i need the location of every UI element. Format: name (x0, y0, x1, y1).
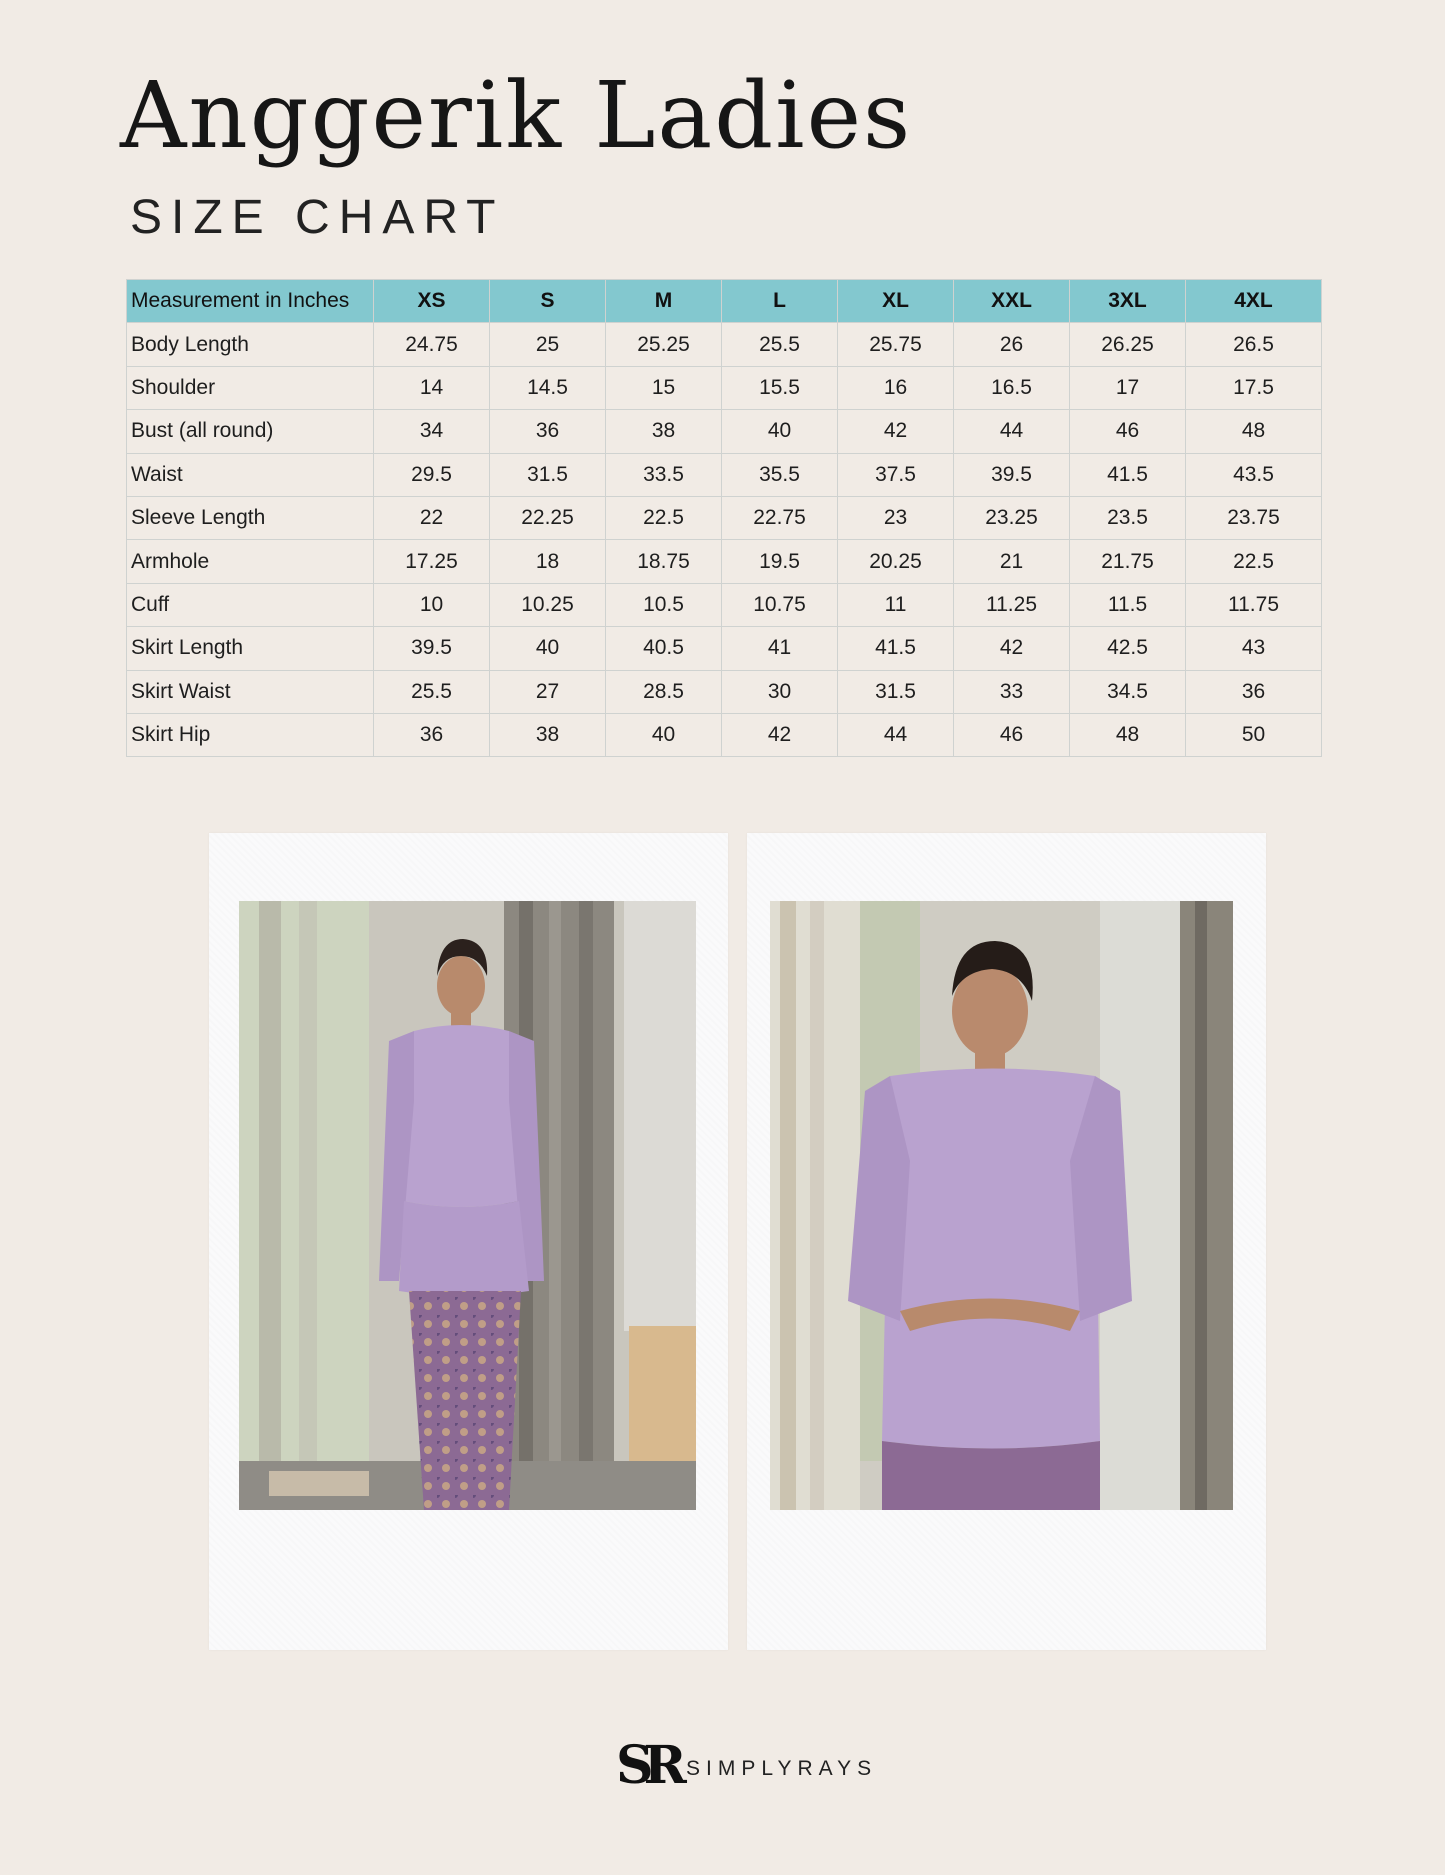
measurement-value: 22 (374, 496, 490, 539)
measurement-value: 46 (1070, 410, 1186, 453)
header-size: L (722, 280, 838, 323)
measurement-label: Waist (127, 453, 374, 496)
measurement-label: Skirt Waist (127, 670, 374, 713)
measurement-value: 36 (1186, 670, 1322, 713)
measurement-label: Armhole (127, 540, 374, 583)
measurement-value: 19.5 (722, 540, 838, 583)
table-row (127, 366, 1322, 409)
measurement-value: 26.25 (1070, 323, 1186, 366)
measurement-value: 27 (490, 670, 606, 713)
photo-frame-right (747, 833, 1266, 1650)
measurement-value: 16.5 (954, 366, 1070, 409)
measurement-label: Skirt Hip (127, 713, 374, 756)
measurement-value: 23.75 (1186, 496, 1322, 539)
model-photo-full-length (239, 901, 696, 1510)
model-photo-three-quarter (770, 901, 1233, 1510)
measurement-value: 11.5 (1070, 583, 1186, 626)
measurement-value: 22.75 (722, 496, 838, 539)
measurement-value: 15 (606, 366, 722, 409)
measurement-value: 42.5 (1070, 627, 1186, 670)
measurement-value: 10.25 (490, 583, 606, 626)
size-chart-table (126, 279, 1322, 757)
brand-name: SIMPLYRAYS (686, 1757, 878, 1780)
measurement-value: 39.5 (374, 627, 490, 670)
table-row (127, 713, 1322, 756)
measurement-value: 10.75 (722, 583, 838, 626)
measurement-value: 31.5 (838, 670, 954, 713)
table-row (127, 496, 1322, 539)
measurement-value: 21.75 (1070, 540, 1186, 583)
measurement-value: 23.25 (954, 496, 1070, 539)
photo-frame-left (209, 833, 728, 1650)
measurement-value: 34.5 (1070, 670, 1186, 713)
table-header-row (127, 280, 1322, 323)
logo-mark: SR (616, 1735, 677, 1796)
header-size: 4XL (1186, 280, 1322, 323)
measurement-value: 41.5 (1070, 453, 1186, 496)
measurement-value: 26.5 (1186, 323, 1322, 366)
header-size: M (606, 280, 722, 323)
measurement-value: 43.5 (1186, 453, 1322, 496)
measurement-value: 43 (1186, 627, 1322, 670)
measurement-value: 40 (490, 627, 606, 670)
header-size: 3XL (1070, 280, 1186, 323)
table-row (127, 540, 1322, 583)
measurement-value: 22.25 (490, 496, 606, 539)
measurement-value: 44 (838, 713, 954, 756)
measurement-value: 40 (722, 410, 838, 453)
measurement-value: 39.5 (954, 453, 1070, 496)
measurement-value: 21 (954, 540, 1070, 583)
measurement-value: 38 (490, 713, 606, 756)
measurement-value: 31.5 (490, 453, 606, 496)
header-size: XS (374, 280, 490, 323)
measurement-value: 25.5 (374, 670, 490, 713)
measurement-value: 42 (954, 627, 1070, 670)
measurement-value: 30 (722, 670, 838, 713)
measurement-value: 28.5 (606, 670, 722, 713)
measurement-value: 18.75 (606, 540, 722, 583)
measurement-label: Bust (all round) (127, 410, 374, 453)
page-subtitle: SIZE CHART (130, 191, 505, 244)
header-measurement-label: Measurement in Inches (127, 280, 374, 323)
measurement-value: 48 (1070, 713, 1186, 756)
measurement-value: 26 (954, 323, 1070, 366)
header-size: XXL (954, 280, 1070, 323)
size-table-body (127, 323, 1322, 757)
measurement-value: 40.5 (606, 627, 722, 670)
measurement-value: 15.5 (722, 366, 838, 409)
measurement-value: 22.5 (606, 496, 722, 539)
table-row (127, 410, 1322, 453)
measurement-value: 18 (490, 540, 606, 583)
table-row (127, 323, 1322, 366)
measurement-value: 33.5 (606, 453, 722, 496)
measurement-value: 41.5 (838, 627, 954, 670)
measurement-label: Body Length (127, 323, 374, 366)
model-photo-right-image (770, 901, 1233, 1510)
measurement-value: 42 (838, 410, 954, 453)
measurement-value: 10.5 (606, 583, 722, 626)
measurement-value: 25.25 (606, 323, 722, 366)
measurement-value: 44 (954, 410, 1070, 453)
measurement-value: 23 (838, 496, 954, 539)
measurement-value: 24.75 (374, 323, 490, 366)
measurement-value: 14.5 (490, 366, 606, 409)
measurement-value: 36 (490, 410, 606, 453)
measurement-value: 25.5 (722, 323, 838, 366)
measurement-value: 11.25 (954, 583, 1070, 626)
measurement-label: Cuff (127, 583, 374, 626)
measurement-value: 41 (722, 627, 838, 670)
model-photo-left-image (239, 901, 696, 1510)
measurement-value: 17.25 (374, 540, 490, 583)
table-row (127, 670, 1322, 713)
measurement-value: 11.75 (1186, 583, 1322, 626)
measurement-value: 38 (606, 410, 722, 453)
measurement-value: 36 (374, 713, 490, 756)
table-row (127, 583, 1322, 626)
measurement-value: 10 (374, 583, 490, 626)
brand-logo (616, 1735, 878, 1802)
measurement-label: Shoulder (127, 366, 374, 409)
measurement-value: 34 (374, 410, 490, 453)
measurement-value: 17.5 (1186, 366, 1322, 409)
measurement-value: 23.5 (1070, 496, 1186, 539)
measurement-value: 25 (490, 323, 606, 366)
table-row (127, 627, 1322, 670)
measurement-value: 29.5 (374, 453, 490, 496)
measurement-label: Skirt Length (127, 627, 374, 670)
measurement-value: 16 (838, 366, 954, 409)
measurement-value: 25.75 (838, 323, 954, 366)
measurement-value: 17 (1070, 366, 1186, 409)
measurement-label: Sleeve Length (127, 496, 374, 539)
header-size: S (490, 280, 606, 323)
measurement-value: 48 (1186, 410, 1322, 453)
measurement-value: 33 (954, 670, 1070, 713)
measurement-value: 20.25 (838, 540, 954, 583)
header-size: XL (838, 280, 954, 323)
measurement-value: 46 (954, 713, 1070, 756)
measurement-value: 14 (374, 366, 490, 409)
measurement-value: 37.5 (838, 453, 954, 496)
measurement-value: 11 (838, 583, 954, 626)
measurement-value: 42 (722, 713, 838, 756)
table-row (127, 453, 1322, 496)
measurement-value: 22.5 (1186, 540, 1322, 583)
page-title: Anggerik Ladies (120, 62, 913, 169)
measurement-value: 50 (1186, 713, 1322, 756)
measurement-value: 40 (606, 713, 722, 756)
measurement-value: 35.5 (722, 453, 838, 496)
